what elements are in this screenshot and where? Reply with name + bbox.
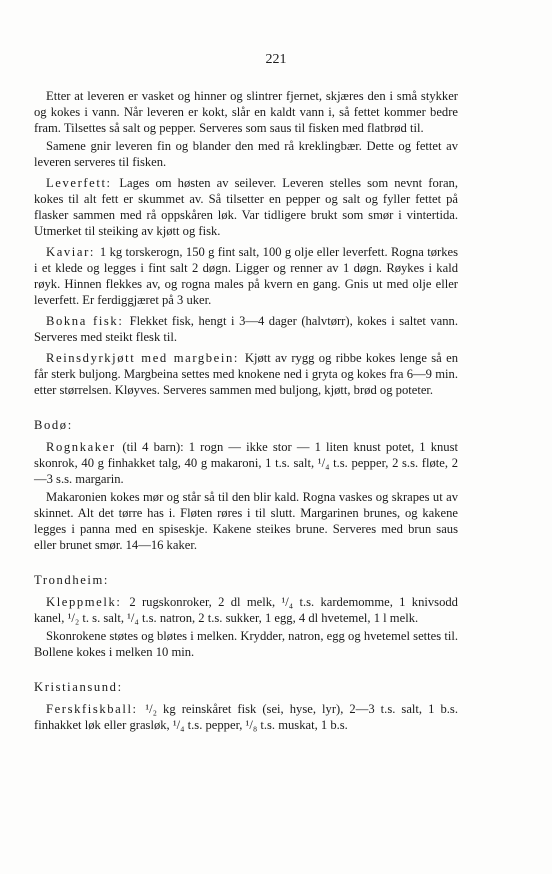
section-heading-bodo: Bodø: — [34, 418, 73, 432]
recipe-title-rognkaker: Rognkaker — [46, 440, 123, 454]
recipe-title-leverfett: Leverfett: — [46, 176, 120, 190]
page-number: 221 — [265, 52, 287, 67]
recipe-bokna-fisk — [34, 313, 458, 345]
recipe-rognkaker-method: Makaronien kokes mør og står så til den blir kald. Rogna vaskes og skrapes ut av skinnet. Alt det tørre has i. Fløten røres i til slutt. Margarinen brunes, og kakene legges i panna med en spiseskje. Kakene steikes brune. Serveres med brun saus eller brunet smør. 14—16 kaker. — [34, 490, 458, 552]
recipe-kleppmelk-method: Skonrokene støtes og bløtes i melken. Krydder, natron, egg og hvetemel settes til. Bollene kokes i melken 10 min. — [34, 629, 458, 659]
recipe-title-kleppmelk: Kleppmelk: — [46, 595, 130, 609]
recipe-title-reinsdyrkjott: Reinsdyrkjøtt med margbein: — [46, 351, 245, 365]
paragraph-liver-1: Etter at leveren er vasket og hinner og slintrer fjernet, skjæres den i små stykker og kokes i vann. Når leveren er kokt, slår en kaldt vann i, så fettet kommer bedre fram. Tilsettes så salt og pepper. Serveres som saus til fisken med flatbrød til. — [34, 89, 458, 135]
recipe-reinsdyrkjott — [34, 350, 458, 398]
recipe-text-ferskfiskball: ¹/₂ kg reinskåret fisk (sei, hyse, lyr), 2—3 t.s. salt, 1 b.s. finhakket løk eller grasløk, ¹/₄ t.s. pepper, ¹/₈ t.s. muskat, 1 b.s. — [34, 702, 458, 732]
paragraph-liver-2: Samene gnir leveren fin og blander den med rå kreklingbær. Dette og fettet av leveren serveres til fisken. — [34, 139, 458, 169]
recipe-title-ferskfiskball: Ferskfiskball: — [46, 702, 146, 716]
recipe-text-reinsdyrkjott: Kjøtt av rygg og ribbe kokes lenge så en får sterk buljong. Margbeina settes med knokene ned i gryta og kokes fra 6—9 min. etter størrelsen. Kløyves. Serveres sammen med buljong, kjøtt, brød og poteter. — [34, 351, 458, 397]
recipe-title-bokna-fisk: Bokna fisk: — [46, 314, 130, 328]
recipe-rognkaker — [34, 439, 458, 487]
recipe-text-rognkaker: (til 4 barn): 1 rogn — ikke stor — 1 liten knust potet, 1 knust skonrok, 40 g finhakket talg, 40 g makaroni, 1 t.s. salt, ¹/₄ t.s. pepper, 2 s.s. fløte, 2—3 s.s. margarin. — [34, 440, 459, 486]
recipe-text-kaviar: 1 kg torskerogn, 150 g fint salt, 100 g olje eller leverfett. Rogna tørkes i et klede og legges i fint salt 2 døgn. Ligger og renner av 1 døgn. Røykes i kald røyk. Hinnen flekkes av, og rogna males på kvern en gang. Gnis ut med olje eller leverfett. Er ferdiggjæret på 3 uker. — [34, 245, 458, 307]
recipe-leverfett — [34, 175, 458, 239]
recipe-text-kleppmelk: 2 rugskonroker, 2 dl melk, ¹/₄ t.s. kardemomme, 1 knivsodd kanel, ¹/₂ t. s. salt, ¹/₄ t.s. natron, 2 t.s. sukker, 1 egg, 4 dl hvetemel, 1 l melk. — [34, 595, 458, 625]
page-body — [34, 88, 458, 738]
recipe-text-leverfett: Lages om høsten av seilever. Leveren stelles som nevnt foran, kokes til alt fett er skummet av. Så tilsetter en pepper og salt og fyller fettet på flasker sammen med rå oppskåren løk. Var tidligere brukt som smør i vintertida. Utmerket til steiking av kjøtt og fisk. — [34, 176, 458, 238]
recipe-ferskfiskball — [34, 701, 458, 733]
recipe-text-bokna-fisk: Flekket fisk, hengt i 3—4 dager (halvtørr), kokes i saltet vann. Serveres med steikt flesk til. — [34, 314, 458, 344]
recipe-kleppmelk — [34, 594, 458, 626]
section-heading-kristiansund: Kristiansund: — [34, 680, 123, 694]
recipe-title-kaviar: Kaviar: — [46, 245, 100, 259]
recipe-kaviar — [34, 244, 458, 308]
section-heading-trondheim: Trondheim: — [34, 573, 110, 587]
